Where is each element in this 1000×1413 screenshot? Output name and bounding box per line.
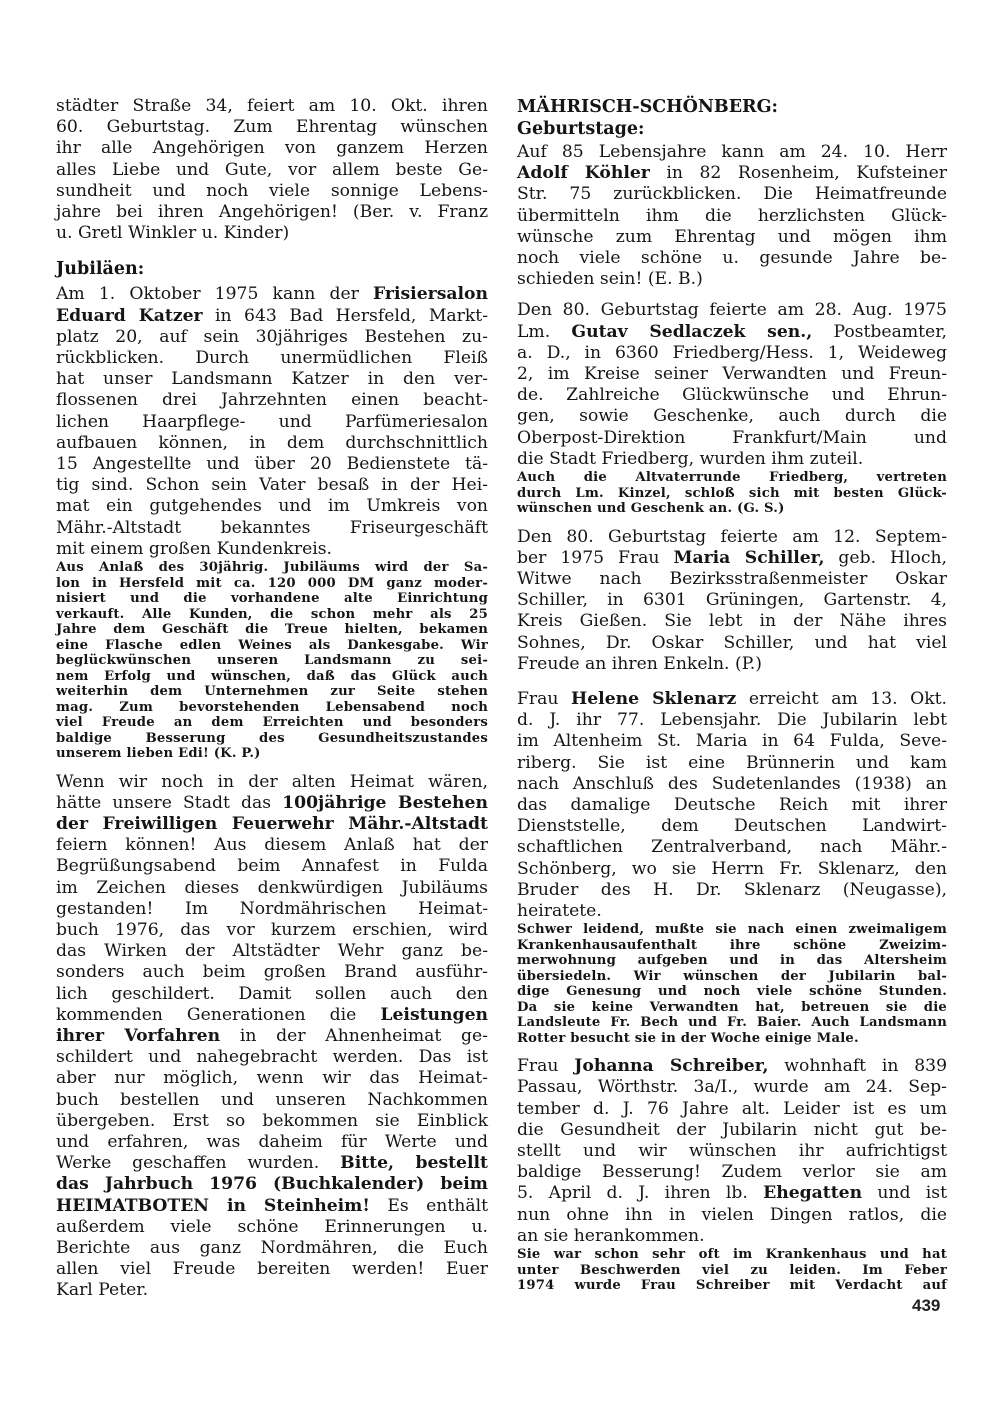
- schreiber-paragraph: Frau Johanna Schreiber, wohnhaft in 839 Passau, Wörthstr. 3a/I., wurde am 24. Sep- tember d. J. 76 Jahre alt. Leider ist es um die Gesundheit der Jubilarin nicht gut be- stellt und wir wünschen ihr aufrichtigst baldige Besserung! Zudem verlor sie am 5. April d. J. ihren lb. Ehegatten und ist nun ohne ihn in vielen Dingen ratlos, die an sie herankommen.: [517, 1056, 948, 1246]
- schiller-paragraph: Den 80. Geburtstag feierte am 12. Septem- ber 1975 Frau Maria Schiller, geb. Hloch, Witwe nach Bezirksstraßenmeister Oskar Schiller, in 6301 Grüningen, Gartenstr. 4, Kreis Gießen. Sie lebt in der Nähe ihres Sohnes, Dr. Oskar Schiller, und hat viel Freude an ihren Enkeln. (P.): [517, 526, 948, 674]
- section-heading: MÄHRISCH-SCHÖNBERG:: [517, 97, 778, 117]
- geburtstage-heading: Geburtstage:: [517, 119, 645, 139]
- sklenarz-paragraph: Frau Helene Sklenarz erreicht am 13. Okt. d. J. ihr 77. Lebensjahr. Die Jubilarin lebt im Altenheim St. Maria in 64 Fulda, Seve- riberg. Sie ist eine Brünnerin und kam nach Anschluß des Sudetenlandes (1938) an das damalige Deutsche Reich mit ihrer Dienststelle, dem Deutschen Landwirt- schaftlichen Zentralverband, nach Mähr.- Schönberg, wo sie Herrn Fr. Sklenarz, den Bruder des H. Dr. Sklenarz (Neugasse), heiratete.: [517, 688, 948, 921]
- left-column: [56, 96, 488, 1302]
- schreiber-smallprint: Sie war schon sehr oft im Krankenhaus und hat unter Beschwerden viel zu leiden. Im Feber 1974 wurde Frau Schreiber mit Verdacht auf: [517, 1247, 947, 1294]
- right-column: [517, 96, 947, 1294]
- koehler-paragraph: Auf 85 Lebensjahre kann am 24. 10. Herr Adolf Köhler in 82 Rosenheim, Kufsteiner Str. 75 zurückblicken. Die Heimatfreunde übermitteln ihm die herzlichsten Glück- wünsche zum Ehrentag und mögen ihm noch viele schöne u. gesunde Jahre be- schieden sein! (E. B.): [517, 142, 948, 290]
- jubilaeen-heading: Jubiläen:: [56, 259, 145, 280]
- sedlaczek-paragraph: Den 80. Geburtstag feierte am 28. Aug. 1975 Lm. Gutav Sedlaczek sen., Postbeamter, a. D., in 6360 Friedberg/Hess. 1, Weideweg 2, im Kreise seiner Verwandten und Freun- de. Zahlreiche Glückwünsche und Ehrun- gen, sowie Geschenke, auch durch die Oberpost-Direktion Frankfurt/Main und die Stadt Friedberg, wurden ihm zuteil.: [517, 300, 948, 469]
- sklenarz-smallprint: Schwer leidend, mußte sie nach einen zweimaligem Krankenhausaufenthalt ihre schöne Zweizim- merwohnung aufgeben und in das Altersheim übersiedeln. Wir wünschen der Jubilarin bal- dige Genesung und noch viele schöne Stunden. Da sie keine Verwandten hat, betreuen sie die Landsleute Fr. Bech und Fr. Baier. Auch Landsmann Rotter besucht sie in der Woche einige Male.: [517, 922, 947, 1046]
- intro-paragraph: städter Straße 34, feiert am 10. Okt. ihren 60. Geburtstag. Zum Ehrentag wünschen ihr alle Angehörigen von ganzem Herzen alles Liebe und Gute, vor allem beste Ge- sundheit und noch viele sonnige Lebens- jahre bei ihren Angehörigen! (Ber. v. Franz u. Gretl Winkler u. Kinder): [56, 96, 488, 244]
- katzer-paragraph: Am 1. Oktober 1975 kann der Frisiersalon Eduard Katzer in 643 Bad Hersfeld, Markt- platz 20, auf sein 30jähriges Bestehen zu- rückblicken. Durch unermüdlichen Fleiß hat unser Landsmann Katzer in den ver- flossenen drei Jahrzehnten einen beacht- lichen Haarpflege- und Parfümeriesalon aufbauen können, in dem durchschnittlich 15 Angestellte und über 20 Bedienstete tä- tig sind. Schon sein Vater besaß in der Hei- mat ein gutgehendes und im Umkreis von Mähr.-Altstadt bekanntes Friseurgeschäft mit einem großen Kundenkreis.: [56, 284, 489, 559]
- page-number: 439: [912, 1296, 941, 1315]
- feuerwehr-paragraph: Wenn wir noch in der alten Heimat wären, hätte unsere Stadt das 100jährige Bestehen der Freiwilligen Feuerwehr Mähr.-Altstadt feiern können! Aus diesem Anlaß hat der Begrüßungsabend beim Annafest in Fulda im Zeichen dieses denkwürdigen Jubiläums gestanden! Im Nordmährischen Heimat- buch 1976, das vor kurzem erschien, wird das Wirken der Altstädter Wehr ganz be- sonders auch beim großen Brand ausführ- lich geschildert. Damit sollen auch den kommenden Generationen die Leistungen ihrer Vorfahren in der Ahnenheimat ge- schildert und nahegebracht werden. Das ist aber nur möglich, wenn wir das Heimat- buch bestellen und unseren Nachkommen übergeben. Erst so bekommen sie Einblick und erfahren, was daheim für Werte und Werke geschaffen wurden. Bitte, bestellt das Jahrbuch 1976 (Buchkalender) beim HEIMATBOTEN in Steinheim! Es enthält außerdem viele schöne Erinnerungen u. Berichte aus ganz Nordmähren, die Euch allen viel Freude bereiten werden! Euer Karl Peter.: [56, 771, 488, 1301]
- sedlaczek-smallprint: Auch die Altvaterrunde Friedberg, vertreten durch Lm. Kinzel, schloß sich mit besten Glück- wünschen und Geschenk an. (G. S.): [517, 470, 947, 517]
- katzer-smallprint: Aus Anlaß des 30jährig. Jubiläums wird der Sa- lon in Hersfeld mit ca. 120 000 DM ganz moder- nisiert und die vorhandene alte Einrichtung verkauft. Alle Kunden, die schon mehr als 25 Jahre dem Geschäft die Treue hielten, bekamen eine Flasche edlen Weines als Dankesgabe. Wir beglückwünschen unseren Landsmann zu sei- nem Erfolg und wünschen, daß das Glück auch weiterhin dem Unternehmen zur Seite stehen mag. Zum bevorstehenden Lebensabend noch viel Freude an dem Erreichten und besonders baldige Besserung des Gesundheitszustandes unserem lieben Edi! (K. P.): [56, 560, 488, 762]
